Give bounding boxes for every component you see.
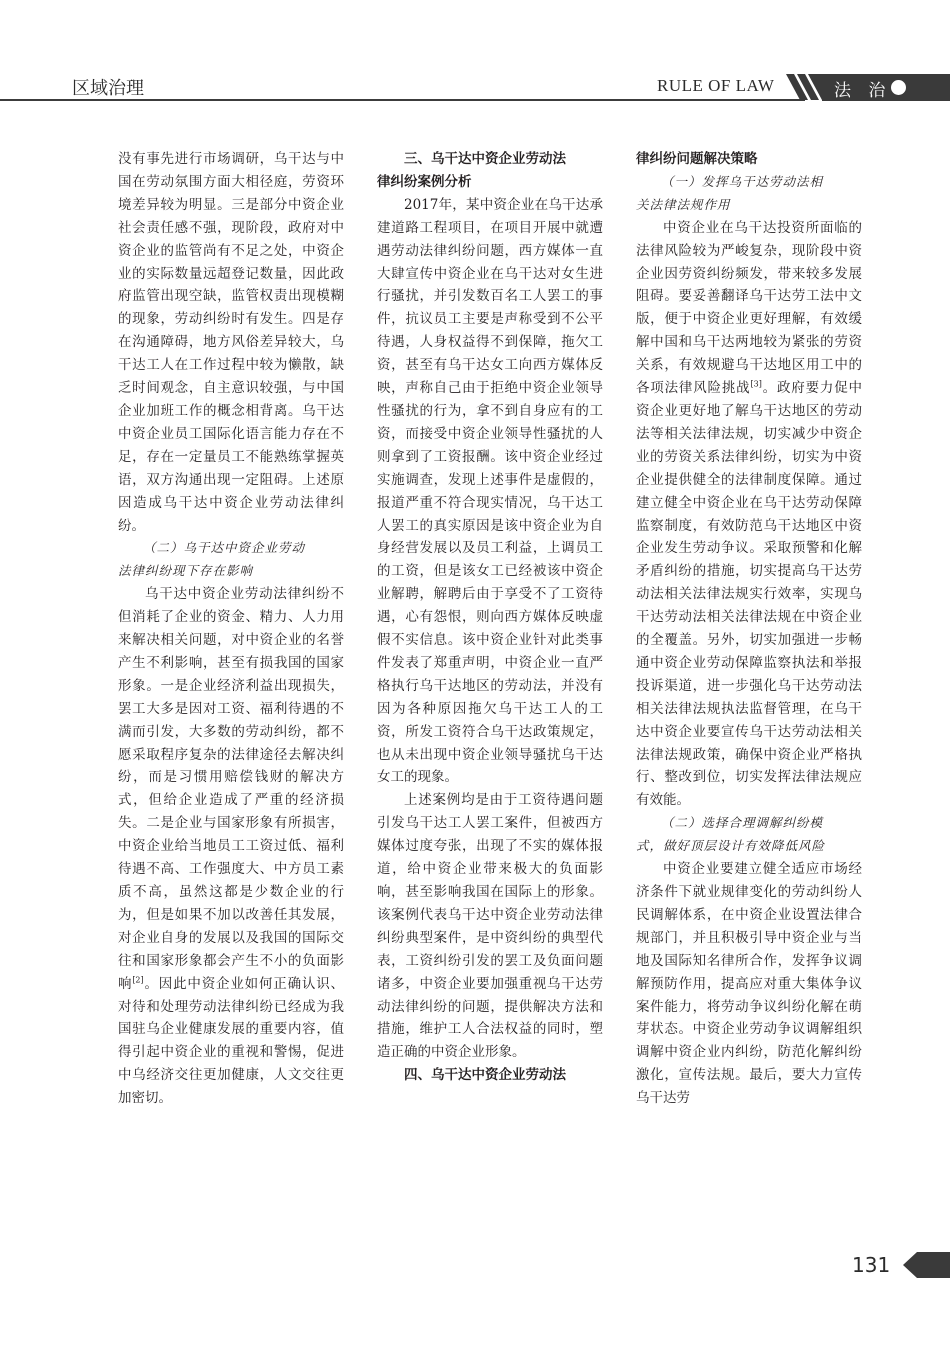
section-heading-cont: 律纠纷案例分析 — [377, 173, 472, 190]
page-number: 131 — [852, 1253, 891, 1277]
header-rule — [0, 99, 805, 101]
paragraph-text: 。政府要力促中资企业更好地了解乌干达地区的劳动法等相关法律法规，切实减少中资企业的劳资关系法律纠纷，切实为中资企业提供健全的法律制度保障。通过建立健全中资企业在乌干达劳动保障监察制度，有效防范乌干达地区中资企业发生劳动争议。采取预警和化解矛盾纠纷的措施，切实提高乌干达劳动法相关法律法规实行效率，实现乌干达劳动法相关法律法规在中资企业的全覆盖。另外，切实加强进一步畅通中资企业劳动保障监察执法和举报投诉渠道，进一步强化乌干达劳动法相关法律法规执法监督管理，在乌干达中资企业要宣传乌干达劳动法相关法律法规政策，确保中资企业严格执行、整改到位，切实发挥法律法规应有效能。 — [636, 380, 863, 809]
subsection-heading-cont: 关法律法规作用 — [636, 196, 731, 212]
badge-circle-icon — [891, 80, 906, 95]
paragraph — [118, 583, 344, 1110]
text-column-3 — [636, 148, 862, 1110]
section-heading-cont: 律纠纷问题解决策略 — [636, 151, 758, 167]
section-heading: 三、乌干达中资企业劳动法 — [404, 151, 566, 167]
paragraph-text: 。因此中资企业如何正确认识、对待和处理劳动法律纠纷已经成为我国驻乌企业健康发展的重要内容，值得引起中资企业的重视和警惕，促进中乌经济交往更加健康，人文交往更加密切。 — [118, 975, 345, 1107]
journal-english-title: RULE OF LAW — [657, 76, 775, 95]
section-title: 区域治理 — [72, 78, 144, 99]
citation-ref: [2] — [132, 975, 144, 985]
paragraph: 中资企业要建立健全适应市场经济条件下就业规律变化的劳动纠纷人民调解体系，在中资企业设置法律合规部门，并且积极引导中资企业与当地及国际知名律所合作，发挥争议调解预防作用，提高应对重大集体争议案件能力，将劳动争议纠纷化解在萌芽状态。中资企业劳动争议调解组织调解中资企业内纠纷，防范化解纠纷激化，宣传法规。最后，要大力宣传乌干达劳 — [636, 861, 862, 1107]
subsection-heading: （一）发挥乌干达劳动法相 — [661, 173, 824, 189]
text-column-1 — [118, 148, 344, 1110]
paragraph: 2017年，某中资企业在乌干达承建道路工程项目，在项目开展中就遭遇劳动法律纠纷问题，西方媒体一直大肆宣传中资企业在乌干达对女生进行骚扰，并引发数百名工人罢工的事件，抗议员工主要是声称受到不公平待遇，人身权益得不到保障，拖欠工资，甚至有乌干达女工向西方媒体反映，声称自己由于拒绝中资企业领导性骚扰的行为，拿不到自身应有的工资，而接受中资企业领导性骚扰的人则拿到了工资报酬。该中资企业经过实施调查，发现上述事件是虚假的，报道严重不符合现实情况，乌干达工人罢工的真实原因是该中资企业为自身经营发展以及员工利益，上调员工的工资，但是该女工已经被该中资企业解聘，解聘后由于享受不了工资待遇，心有怨恨，则向西方媒体反映虚假不实信息。该中资企业针对此类事件发表了郑重声明，中资企业一直严格执行乌干达地区的劳动法，并没有因为各种原因拖欠乌干达工人的工资，所发工资符合乌干达政策规定，也从未出现中资企业领导骚扰乌干达女工的现象。 — [377, 196, 603, 786]
paragraph — [636, 217, 862, 813]
paragraph: 上述案例均是由于工资待遇问题引发乌干达工人罢工案件，但被西方媒体过度夸张，出现了不实的媒体报道，给中资企业带来极大的负面影响，甚至影响我国在国际上的形象。该案例代表乌干达中资企业劳动法律纠纷典型案件，是中资纠纷的典型代表，工资纠纷引发的罢工及负面问题诸多，中资企业要加强重视乌干达劳动法律纠纷的问题，提供解决方法和措施，维护工人合法权益的同时，塑造正确的中资企业形象。 — [377, 792, 603, 1061]
section-heading: 四、乌干达中资企业劳动法 — [404, 1067, 566, 1084]
paragraph: 没有事先进行市场调研，乌干达与中国在劳动氛围方面大相径庭，劳资环境差异较为明显。三是部分中资企业社会责任感不强，现阶段，政府对中资企业的监管尚有不足之处，中资企业的实际数量远超登记数量，因此政府监管出现空缺，监管权责出现模糊的现象，劳动纠纷时有发生。四是存在沟通障碍，地方风俗差异较大，乌干达工人在工作过程中较为懒散，缺乏时间观念，自主意识较强，与中国企业加班工作的概念相背离。乌干达中资企业员工国际化语言能力存在不足，存在一定量员工不能熟练掌握英语，双方沟通出现一定阻碍。上述原因造成乌干达中资企业劳动法律纠纷。 — [118, 151, 344, 534]
page-tab-decoration — [903, 1252, 950, 1278]
paragraph-text: 乌干达中资企业劳动法律纠纷不但消耗了企业的资金、精力、人力用来解决相关问题，对中资企业的名誉产生不利影响，甚至有损我国的国家形象。一是企业经济利益出现损失，罢工大多是因对工资、福利待遇的不满而引发，大多数的劳动纠纷，都不愿采取程序复杂的法律途径去解决纠纷，而是习惯用赔偿钱财的解决方式，但给企业造成了严重的经济损失。二是企业与国家形象有所损害，中资企业给当地员工工资过低、福利待遇不高、工作强度大、中方员工素质不高，虽然这都是少数企业的行为，但是如果不加以改善任其发展，对企业自身的发展以及我国的国际交往和国家形象都会产生不小的负面影响 — [118, 586, 344, 992]
subsection-heading: （二）乌干达中资企业劳动 — [143, 540, 306, 556]
subsection-heading-cont: 法律纠纷现下存在影响 — [118, 563, 254, 579]
citation-ref: [3] — [750, 379, 762, 389]
paragraph-text: 中资企业在乌干达投资所面临的法律风险较为严峻复杂，现阶段中资企业因劳资纠纷频发，带来较多发展阻碍。要妥善翻译乌干达劳工法中文版，便于中资企业更好理解，有效缓解中国和乌干达两地较为紧张的劳资关系，有效规避乌干达地区用工中的各项法律风险挑战 — [636, 219, 862, 397]
header-stripes-decoration — [786, 74, 826, 100]
text-column-2 — [377, 148, 603, 1087]
journal-chinese-title: 法 治 — [834, 81, 892, 101]
subsection-heading: （二）选择合理调解纠纷模 — [661, 815, 824, 831]
subsection-heading-cont: 式，做好顶层设计有效降低风险 — [636, 838, 826, 854]
